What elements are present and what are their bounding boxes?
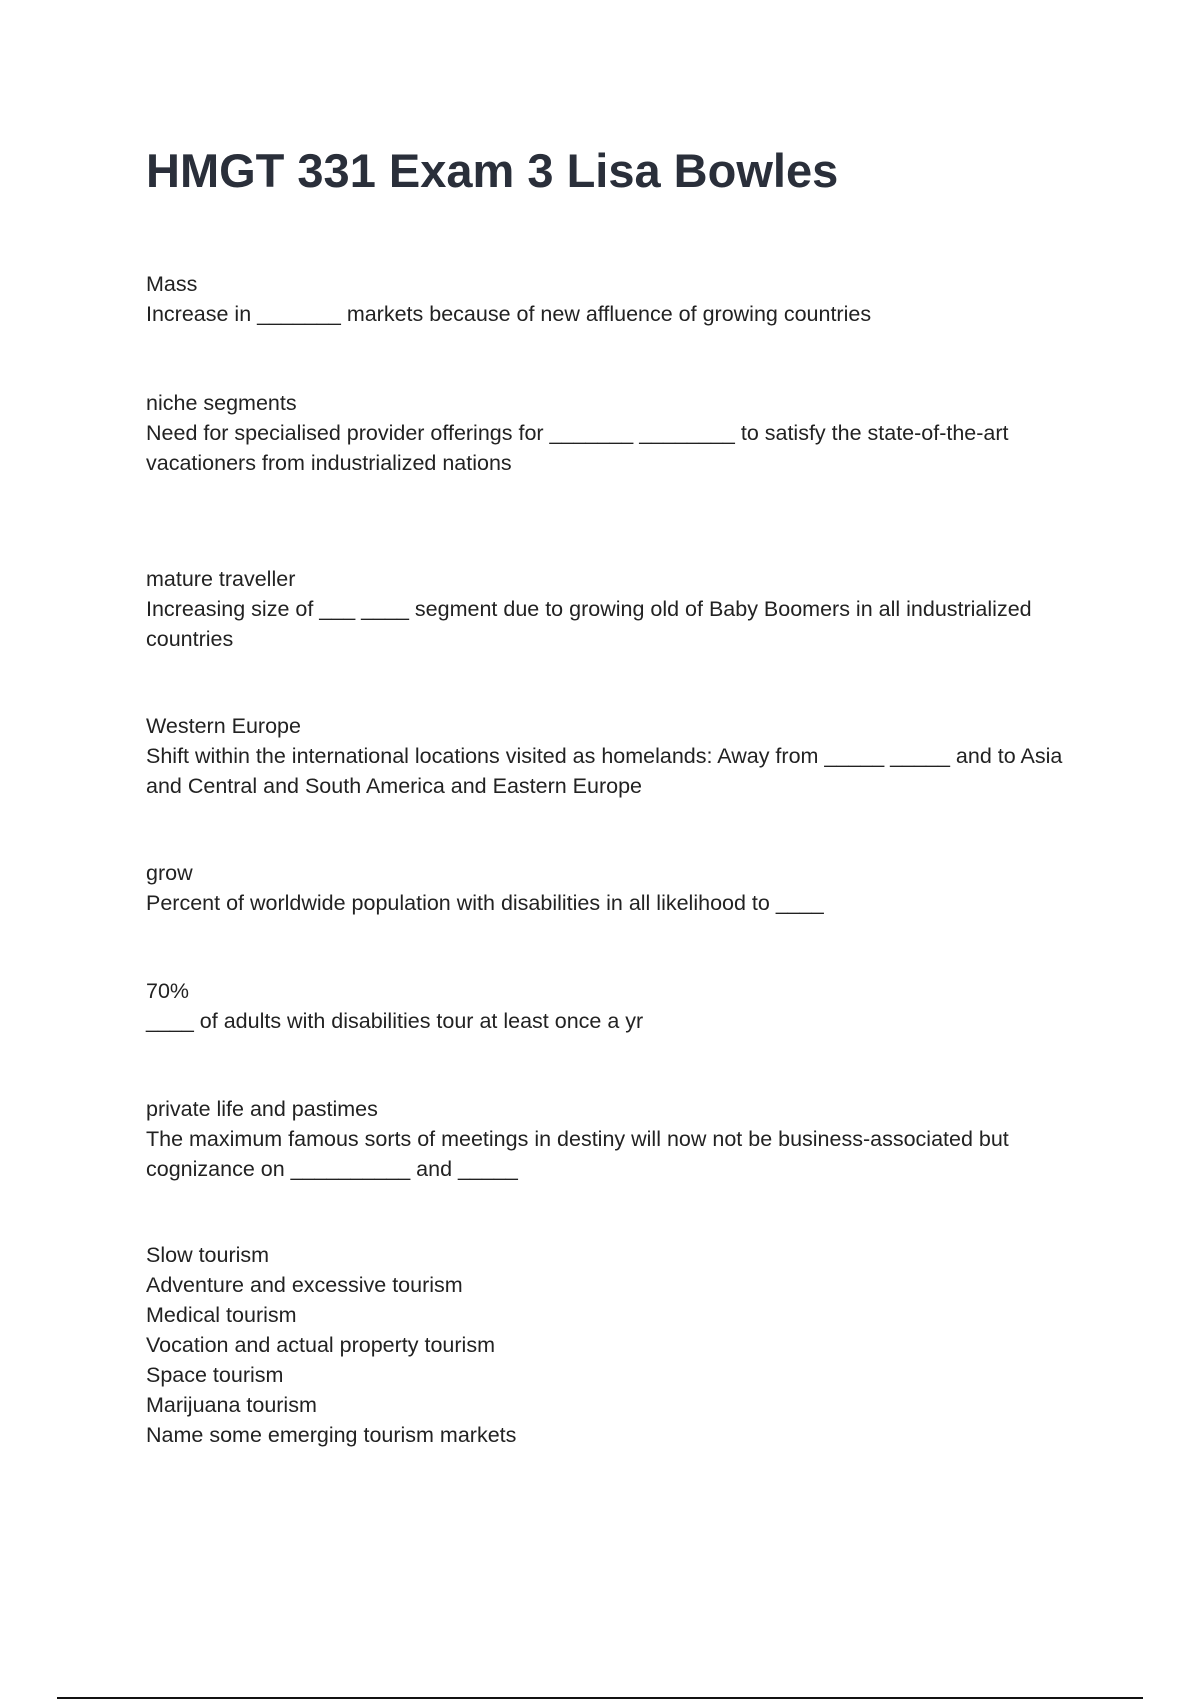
card-term: niche segments <box>146 391 297 415</box>
flashcard <box>146 1094 1076 1184</box>
card-definition: Shift within the international locations visited as homelands: Away from _____ _____ and to Asia and Central and South America and Eastern Europe <box>146 744 1063 798</box>
card-definition: Name some emerging tourism markets <box>146 1423 517 1447</box>
flashcard <box>146 711 1076 801</box>
card-definition: Increasing size of ___ ____ segment due to growing old of Baby Boomers in all industrialized countries <box>146 597 1032 651</box>
card-term: Mass <box>146 272 198 296</box>
card-term-line: Marijuana tourism <box>146 1393 317 1417</box>
document-title: HMGT 331 Exam 3 Lisa Bowles <box>146 144 839 197</box>
card-term-line: Medical tourism <box>146 1303 297 1327</box>
card-term: private life and pastimes <box>146 1097 378 1121</box>
card-term: grow <box>146 861 193 885</box>
card-definition: Need for specialised provider offerings for _______ ________ to satisfy the state-of-the-art vacationers from industrialized nations <box>146 421 1009 475</box>
card-term: Western Europe <box>146 714 301 738</box>
flashcard <box>146 976 1076 1036</box>
card-term-line: Space tourism <box>146 1363 284 1387</box>
card-definition: Increase in _______ markets because of new affluence of growing countries <box>146 302 872 326</box>
flashcard <box>146 858 1076 918</box>
card-term: mature traveller <box>146 567 296 591</box>
flashcard <box>146 564 1076 654</box>
card-term: 70% <box>146 979 190 1003</box>
card-term-line: Adventure and excessive tourism <box>146 1273 463 1297</box>
card-term-line: Vocation and actual property tourism <box>146 1333 495 1357</box>
card-term-line: Slow tourism <box>146 1243 270 1267</box>
card-definition: ____ of adults with disabilities tour at least once a yr <box>146 1009 644 1033</box>
flashcard <box>146 269 1076 329</box>
flashcard <box>146 388 1076 478</box>
card-definition: Percent of worldwide population with disabilities in all likelihood to ____ <box>146 891 824 915</box>
flashcard <box>146 1240 1076 1450</box>
footer-divider <box>57 1697 1143 1699</box>
card-definition: The maximum famous sorts of meetings in destiny will now not be business-associated but cognizance on __________ and _____ <box>146 1127 1009 1181</box>
